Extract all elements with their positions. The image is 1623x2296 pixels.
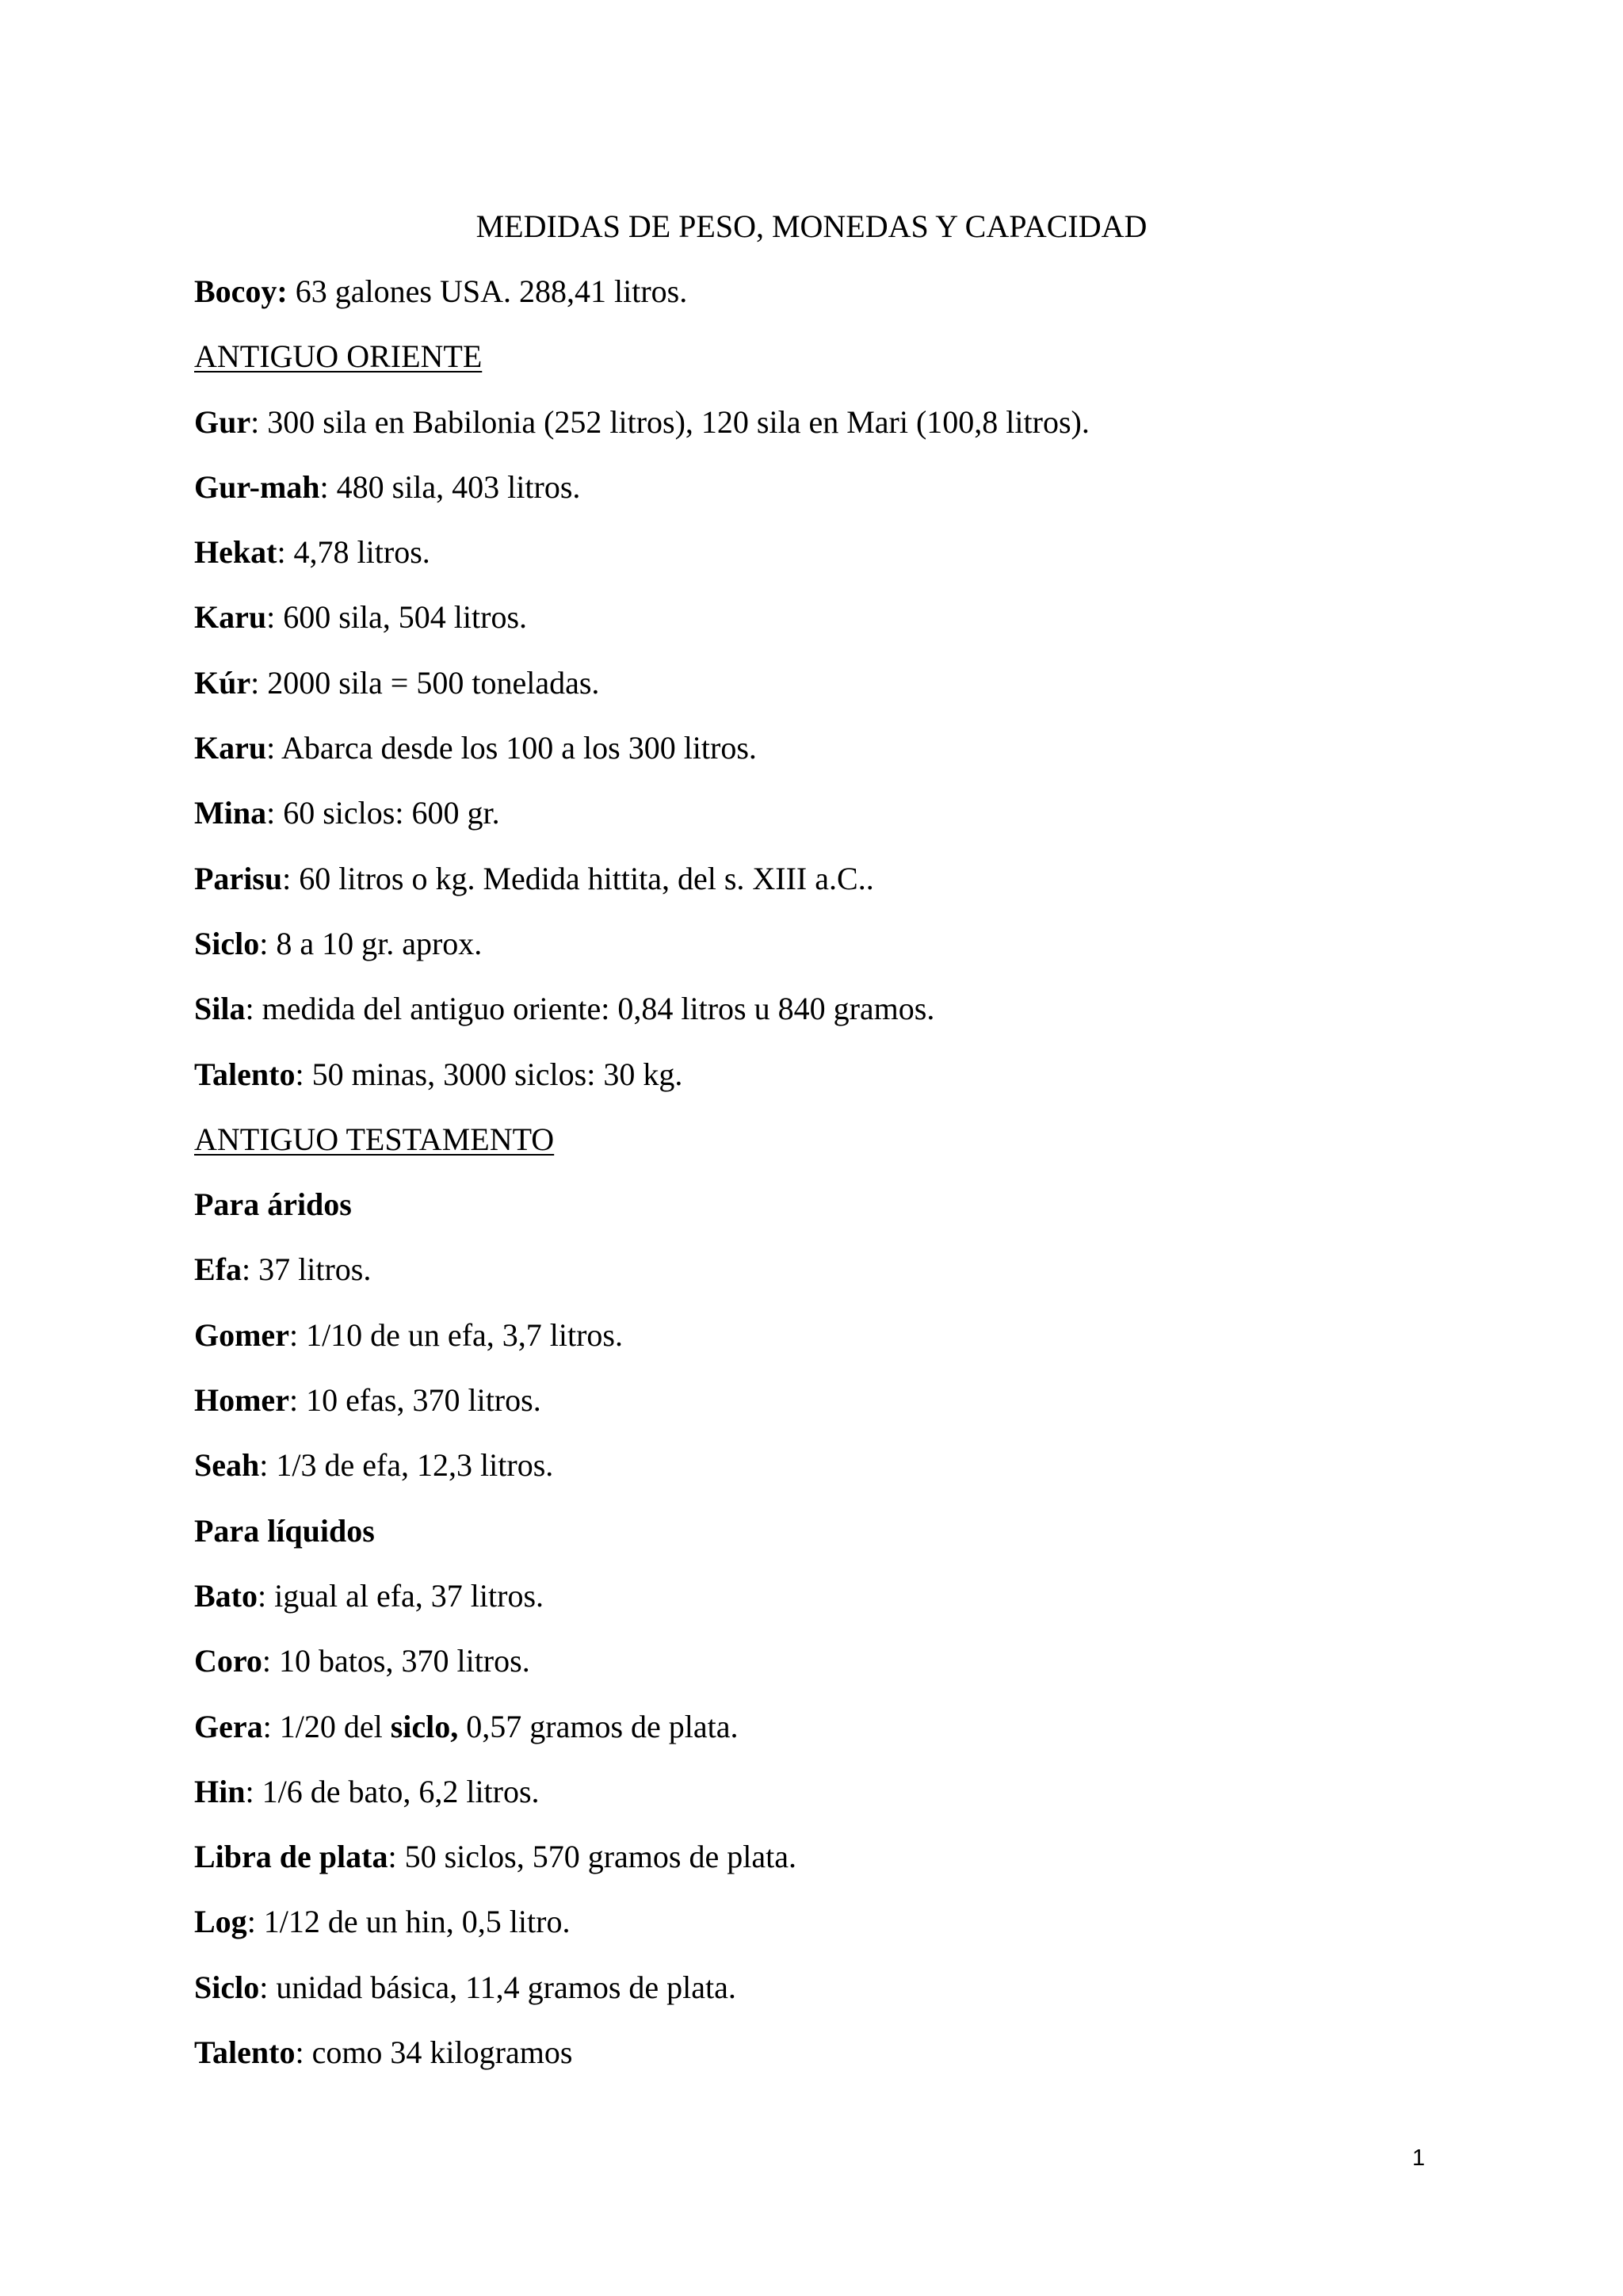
- definition-text: : 10 efas, 370 litros.: [288, 1382, 541, 1419]
- page-title: MEDIDAS DE PESO, MONEDAS Y CAPACIDAD: [475, 208, 1148, 244]
- definition-text: : Abarca desde los 100 a los 300 litros.: [266, 730, 757, 766]
- section-title: ANTIGUO TESTAMENTO: [194, 1121, 555, 1157]
- measure-entry: [194, 1964, 1462, 2029]
- term-label: Kúr: [194, 664, 251, 701]
- measure-entry: [194, 399, 1462, 464]
- measure-entry: [194, 1051, 1462, 1116]
- section-heading: [194, 1181, 1462, 1246]
- term-label: Gur: [194, 403, 251, 440]
- definition-text: : 60 siclos: 600 gr.: [266, 795, 500, 831]
- term-label: Karu: [194, 599, 267, 636]
- measure-entry: [194, 1246, 1462, 1311]
- term-label: Seah: [194, 1447, 260, 1484]
- section-title: ANTIGUO ORIENTE: [194, 338, 483, 375]
- definition-text: : 60 litros o kg. Medida hittita, del s. XIII a.C..: [282, 860, 874, 896]
- definition-text: : medida del antiguo oriente: 0,84 litros u 840 gramos.: [245, 991, 935, 1027]
- measure-entry: [194, 789, 1462, 854]
- term-label: Parisu: [194, 860, 283, 896]
- definition-text: : 1/20 del: [262, 1708, 391, 1744]
- measure-entry: [194, 594, 1462, 659]
- definition-text: : 10 batos, 370 litros.: [262, 1643, 530, 1679]
- measure-entry: [194, 268, 1462, 333]
- measure-entry: [194, 1637, 1462, 1702]
- term-label: Efa: [194, 1251, 242, 1288]
- term-label: Gomer: [194, 1316, 289, 1353]
- measure-entry: [194, 1898, 1462, 1963]
- measure-entry: [194, 659, 1462, 724]
- definition-text: : 50 siclos, 570 gramos de plata.: [388, 1839, 796, 1875]
- term-label: Karu: [194, 730, 267, 766]
- measure-entry: [194, 920, 1462, 985]
- measure-entry: [194, 1833, 1462, 1898]
- term-label: Log: [194, 1904, 247, 1940]
- term-label: Bato: [194, 1577, 258, 1614]
- definition-text: : 8 a 10 gr. aprox.: [259, 925, 483, 961]
- page-number: 1: [1412, 2145, 1426, 2171]
- measure-entry: [194, 1377, 1462, 1442]
- definition-text: : 600 sila, 504 litros.: [266, 599, 528, 636]
- term-label: Talento: [194, 2034, 296, 2071]
- measure-entry: [194, 2029, 1462, 2094]
- term-label: Siclo: [194, 1969, 260, 2005]
- definition-text: : 1/10 de un efa, 3,7 litros.: [288, 1316, 623, 1353]
- measure-entry: [194, 1442, 1462, 1507]
- definition-text: : 1/6 de bato, 6,2 litros.: [245, 1773, 540, 1809]
- measure-entry: [194, 1703, 1462, 1768]
- measure-entry: [194, 985, 1462, 1050]
- term-label: Coro: [194, 1643, 262, 1679]
- measure-entry: [194, 724, 1462, 789]
- measures-list: [194, 268, 1462, 2094]
- term-label: Para áridos: [194, 1186, 352, 1223]
- definition-text: : igual al efa, 37 litros.: [258, 1577, 544, 1614]
- term-label: Mina: [194, 795, 267, 831]
- definition-text: : unidad básica, 11,4 gramos de plata.: [259, 1969, 736, 2005]
- term-label: Hekat: [194, 534, 277, 571]
- measure-entry: [194, 1572, 1462, 1637]
- term-label: Bocoy:: [194, 273, 288, 309]
- definition-text: : 1/12 de un hin, 0,5 litro.: [246, 1904, 571, 1940]
- definition-text: : 37 litros.: [242, 1251, 372, 1288]
- term-label: Gur-mah: [194, 468, 320, 505]
- definition-text: 0,57 gramos de plata.: [458, 1708, 739, 1744]
- term-label: Para líquidos: [194, 1512, 375, 1549]
- definition-text: 63 galones USA. 288,41 litros.: [287, 273, 688, 309]
- definition-text: : 480 sila, 403 litros.: [319, 468, 581, 505]
- measure-entry: [194, 529, 1462, 594]
- term-label: siclo,: [390, 1708, 459, 1744]
- measure-entry: [194, 855, 1462, 920]
- term-label: Libra de plata: [194, 1839, 388, 1875]
- measure-entry: [194, 1312, 1462, 1377]
- definition-text: : 1/3 de efa, 12,3 litros.: [259, 1447, 554, 1484]
- term-label: Hin: [194, 1773, 246, 1809]
- term-label: Siclo: [194, 925, 260, 961]
- term-label: Homer: [194, 1382, 289, 1419]
- term-label: Gera: [194, 1708, 263, 1744]
- section-heading: [194, 1116, 1462, 1181]
- definition-text: : como 34 kilogramos: [295, 2034, 573, 2071]
- definition-text: : 300 sila en Babilonia (252 litros), 120 sila en Mari (100,8 litros).: [250, 403, 1090, 440]
- measure-entry: [194, 464, 1462, 529]
- section-heading: [194, 333, 1462, 398]
- definition-text: : 4,78 litros.: [277, 534, 430, 571]
- section-heading: [194, 1507, 1462, 1572]
- measure-entry: [194, 1768, 1462, 1833]
- term-label: Talento: [194, 1056, 296, 1092]
- definition-text: : 50 minas, 3000 siclos: 30 kg.: [295, 1056, 683, 1092]
- term-label: Sila: [194, 991, 246, 1027]
- definition-text: : 2000 sila = 500 toneladas.: [250, 664, 600, 701]
